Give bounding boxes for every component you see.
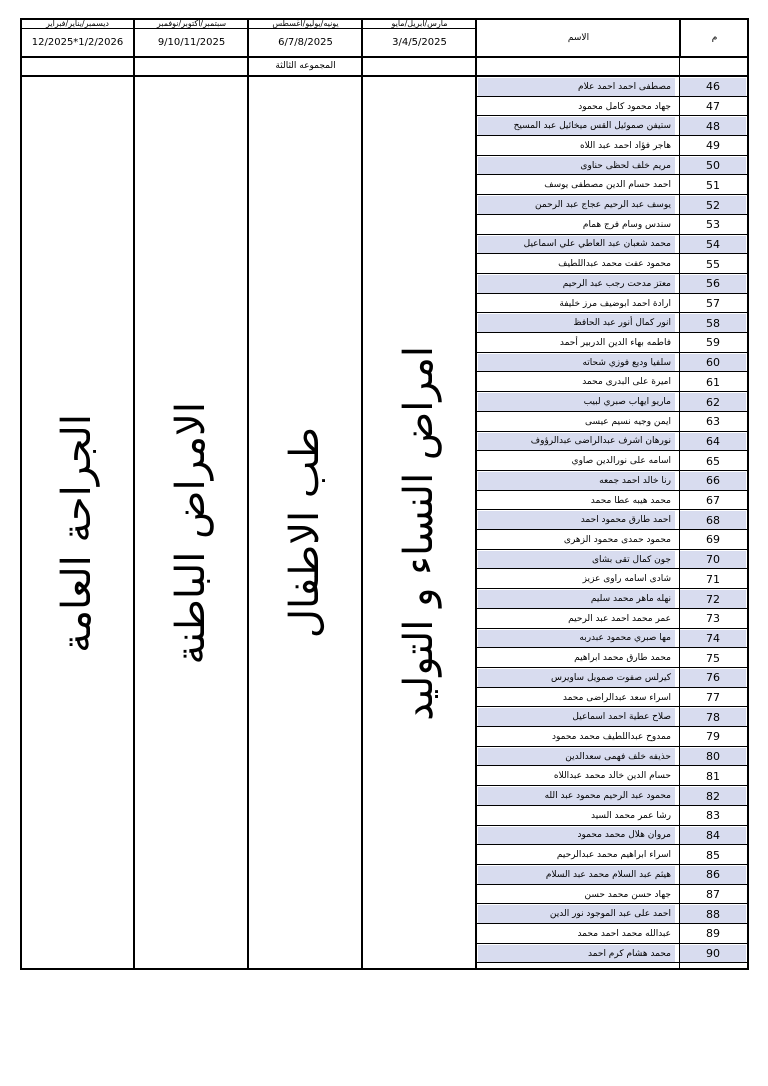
period-dates-4: 3/4/5/2025 bbox=[362, 28, 477, 57]
table-row bbox=[475, 491, 749, 511]
specialty-label: الجراحة العامة bbox=[54, 413, 100, 653]
rotation-schedule-table bbox=[20, 18, 749, 970]
student-number: 54 bbox=[680, 236, 746, 254]
period-months-3: يونيه/يوليو/اغسطس bbox=[248, 18, 363, 29]
student-number: 46 bbox=[680, 78, 746, 96]
student-name: هيثم عبد السلام محمد عبد السلام bbox=[478, 866, 675, 884]
table-row bbox=[475, 530, 749, 550]
student-name: محمد شعبان عبد العاطي علي اسماعيل bbox=[478, 236, 675, 254]
student-name: ارادة احمد ابوضيف مرز خليفة bbox=[559, 298, 671, 309]
table-row bbox=[475, 333, 749, 353]
student-name: نهله ماهر محمد سليم bbox=[478, 590, 675, 608]
specialty-column-3 bbox=[249, 98, 361, 968]
table-row bbox=[475, 865, 749, 885]
table-row bbox=[475, 629, 749, 649]
student-name: ممدوح عبداللطيف محمد محمود bbox=[552, 731, 671, 742]
table-row bbox=[475, 412, 749, 432]
student-number: 69 bbox=[706, 533, 720, 547]
student-number: 81 bbox=[706, 769, 720, 783]
table-row bbox=[475, 235, 749, 255]
student-name: احمد طارق محمود احمد bbox=[478, 511, 675, 529]
student-name: اميرة على البدرى محمد bbox=[582, 377, 671, 388]
student-number: 68 bbox=[680, 511, 746, 529]
student-number: 88 bbox=[680, 905, 746, 923]
student-number: 47 bbox=[706, 100, 720, 114]
student-name: محمود حمدى محمود الزهرى bbox=[563, 534, 671, 545]
table-row bbox=[475, 570, 749, 590]
student-number: 76 bbox=[680, 669, 746, 687]
table-row bbox=[475, 550, 749, 570]
student-name: جهاد محمود كامل محمود bbox=[578, 101, 671, 112]
student-name: فاطمه بهاء الدين الدربير أحمد bbox=[559, 337, 671, 348]
table-row bbox=[475, 510, 749, 530]
student-name: اسراء سعد عبدالراضى محمد bbox=[562, 692, 671, 703]
table-row bbox=[475, 195, 749, 215]
student-number: 77 bbox=[706, 691, 720, 705]
student-number: 84 bbox=[680, 827, 746, 845]
student-number: 55 bbox=[706, 257, 720, 271]
student-name: محمد هشام كرم احمد bbox=[478, 945, 675, 963]
student-name: شادى اسامه راوى عزيز bbox=[582, 574, 671, 585]
student-number: 58 bbox=[680, 314, 746, 332]
student-number: 64 bbox=[680, 433, 746, 451]
student-number: 83 bbox=[706, 809, 720, 823]
student-number: 87 bbox=[706, 888, 720, 902]
student-number: 61 bbox=[706, 375, 720, 389]
table-row bbox=[475, 471, 749, 491]
table-row bbox=[475, 353, 749, 373]
header-divider bbox=[20, 57, 749, 58]
student-name: جون كمال تقى بشاى bbox=[478, 551, 675, 569]
student-number: 63 bbox=[706, 415, 720, 429]
student-name: عمر محمد احمد عبد الرحيم bbox=[568, 613, 671, 624]
table-row bbox=[475, 668, 749, 688]
student-name: مروان هلال محمد محمود bbox=[478, 827, 675, 845]
student-number: 79 bbox=[706, 730, 720, 744]
student-name: رشا عمر محمد السيد bbox=[590, 810, 671, 821]
student-name: ماريو ايهاب صبري لبيب bbox=[478, 393, 675, 411]
student-number: 90 bbox=[680, 945, 746, 963]
student-name: ايمن وجيه نسيم عيسى bbox=[585, 416, 671, 427]
table-row bbox=[475, 136, 749, 156]
period-months-4: مارس/ابريل/مايو bbox=[362, 18, 477, 29]
table-row bbox=[475, 294, 749, 314]
specialty-label: الامراض الباطنة bbox=[168, 401, 214, 665]
student-number: 82 bbox=[680, 787, 746, 805]
student-name: هاجر فؤاد احمد عبد اللاه bbox=[579, 140, 671, 151]
table-row bbox=[475, 156, 749, 176]
student-number: 75 bbox=[706, 651, 720, 665]
table-row bbox=[475, 648, 749, 668]
student-number: 85 bbox=[706, 848, 720, 862]
table-row bbox=[475, 806, 749, 826]
specialty-column-1 bbox=[21, 98, 133, 968]
student-number: 52 bbox=[680, 196, 746, 214]
student-name: مريم خلف لحظى حناوى bbox=[478, 157, 675, 175]
student-number: 49 bbox=[706, 139, 720, 153]
table-row bbox=[475, 727, 749, 747]
table-row bbox=[475, 254, 749, 274]
table-row bbox=[475, 609, 749, 629]
table-row bbox=[475, 215, 749, 235]
student-name: محمد هيبه عطا محمد bbox=[590, 495, 671, 506]
student-name: نورهان اشرف عبدالراضى عبدالرؤوف bbox=[478, 433, 675, 451]
period-months-2: سبتمبر/اكتوبر/نوفمبر bbox=[134, 18, 249, 29]
table-row bbox=[475, 786, 749, 806]
table-row bbox=[475, 432, 749, 452]
number-column-header: م bbox=[680, 18, 749, 57]
student-number: 57 bbox=[706, 297, 720, 311]
student-name: حسام الدين خالد محمد عبداللاه bbox=[553, 771, 671, 782]
table-row bbox=[475, 904, 749, 924]
student-name: عبدالله محمد احمد محمد bbox=[577, 928, 671, 939]
student-name: احمد حسام الدين مصطفى يوسف bbox=[544, 180, 671, 191]
student-number: 62 bbox=[680, 393, 746, 411]
student-name: محمود عبد الرحيم محمود عبد الله bbox=[478, 787, 675, 805]
student-name: رنا خالد احمد جمعه bbox=[478, 472, 675, 490]
student-name: محمود عفت محمد عبداللطيف bbox=[558, 259, 671, 270]
student-number: 80 bbox=[680, 748, 746, 766]
student-number: 60 bbox=[680, 354, 746, 372]
table-row bbox=[475, 747, 749, 767]
student-name: حذيفه خلف فهمى سعدالدين bbox=[478, 748, 675, 766]
table-row bbox=[475, 77, 749, 97]
student-number: 73 bbox=[706, 612, 720, 626]
name-column-header: الاسم bbox=[476, 18, 681, 57]
student-name: جهاد حسن محمد حسن bbox=[584, 889, 671, 900]
table-row bbox=[475, 826, 749, 846]
specialty-label: طب الاطفال bbox=[282, 427, 328, 639]
student-name: مصطفى احمد احمد علام bbox=[478, 78, 675, 96]
student-number: 70 bbox=[680, 551, 746, 569]
student-number: 66 bbox=[680, 472, 746, 490]
table-row bbox=[475, 373, 749, 393]
table-row bbox=[475, 274, 749, 294]
student-number: 56 bbox=[680, 275, 746, 293]
student-number: 86 bbox=[680, 866, 746, 884]
student-number: 50 bbox=[680, 157, 746, 175]
table-row bbox=[475, 845, 749, 865]
table-row bbox=[475, 176, 749, 196]
student-number: 71 bbox=[706, 572, 720, 586]
student-number: 67 bbox=[706, 494, 720, 508]
table-row bbox=[475, 451, 749, 471]
specialty-column-4 bbox=[363, 98, 475, 968]
table-row bbox=[475, 589, 749, 609]
student-number: 89 bbox=[706, 927, 720, 941]
student-name: كيرلس صفوت صمويل ساويرس bbox=[478, 669, 675, 687]
table-row bbox=[475, 885, 749, 905]
table-row bbox=[475, 688, 749, 708]
student-name: مها صبري محمود عبدربه bbox=[478, 630, 675, 648]
table-row bbox=[475, 97, 749, 117]
student-number: 53 bbox=[706, 218, 720, 232]
period-months-1: ديسمبر/يناير/فبراير bbox=[20, 18, 135, 29]
student-name: اسامه على نورالدين صاوي bbox=[571, 456, 671, 467]
table-row bbox=[475, 944, 749, 964]
student-name: سلفيا وديع فوزي شحاته bbox=[478, 354, 675, 372]
student-name: محمد طارق محمد ابراهيم bbox=[574, 653, 671, 664]
student-name: سندس وسام فرج همام bbox=[582, 219, 671, 230]
table-row bbox=[475, 767, 749, 787]
student-number: 59 bbox=[706, 336, 720, 350]
table-row bbox=[475, 924, 749, 944]
student-name: صلاح عطية احمد اسماعيل bbox=[478, 708, 675, 726]
student-name: ستيفن صموئيل القس ميخائيل عبد المسيح bbox=[478, 117, 675, 135]
specialty-column-2 bbox=[135, 98, 247, 968]
row-divider bbox=[475, 962, 749, 963]
student-number: 72 bbox=[680, 590, 746, 608]
table-row bbox=[475, 392, 749, 412]
period-dates-2: 9/10/11/2025 bbox=[134, 28, 249, 57]
student-name: احمد على عبد الموجود نور الدين bbox=[478, 905, 675, 923]
period-dates-3: 6/7/8/2025 bbox=[248, 28, 363, 57]
group-label: المجموعه الثالثة bbox=[275, 60, 336, 71]
student-name: اسراء ابراهيم محمد عبدالرحيم bbox=[556, 850, 671, 861]
student-name: يوسف عبد الرحيم عجاج عبد الرحمن bbox=[478, 196, 675, 214]
specialty-label: امراض النساء و التوليد bbox=[396, 345, 442, 721]
student-number: 48 bbox=[680, 117, 746, 135]
student-number: 78 bbox=[680, 708, 746, 726]
period-dates-1: 12/2025*1/2/2026 bbox=[20, 28, 135, 57]
student-number: 51 bbox=[706, 178, 720, 192]
table-row bbox=[475, 116, 749, 136]
student-name: انور كمال أنور عبد الحافظ bbox=[478, 314, 675, 332]
student-number: 65 bbox=[706, 454, 720, 468]
student-name: معتز مدحت رجب عبد الرحيم bbox=[478, 275, 675, 293]
table-row bbox=[475, 707, 749, 727]
table-row bbox=[475, 313, 749, 333]
student-number: 74 bbox=[680, 630, 746, 648]
